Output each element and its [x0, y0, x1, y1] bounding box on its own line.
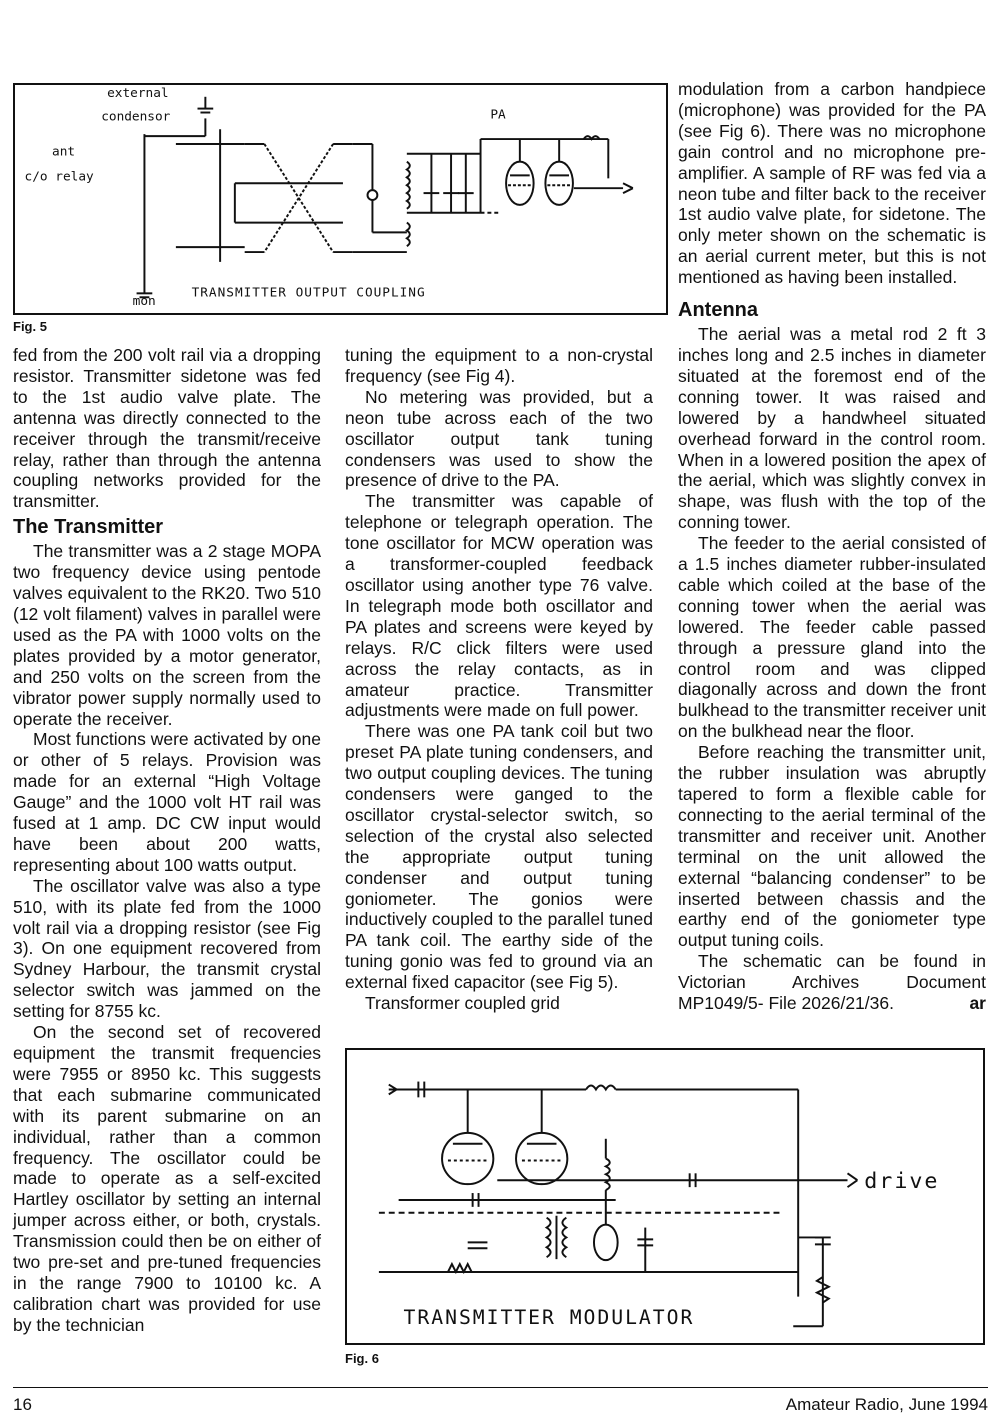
figure-5-schematic [13, 83, 668, 315]
label-ant: ant [52, 144, 76, 160]
figure-5-title: TRANSMITTER OUTPUT COUPLING [191, 285, 426, 301]
label-external: external [107, 85, 169, 101]
figure-6-caption: Fig. 6 [345, 1351, 379, 1366]
middle-paragraph-3: The transmitter was capable of telephone or telegraph operation. The tone oscillator for MCW operation was a transformer-coupled feedback oscillator using another type 76 valve. In telegraph mode both oscillator and PA plates and screens were keyed by relays. R/C click filters were used across the relay contacts, as in amateur practice. Transmitter adjustments were made on full power. [345, 491, 653, 721]
publication-line: Amateur Radio, June 1994 [785, 1395, 988, 1414]
right-paragraph-3: The feeder to the aerial consisted of a 1.5 inches diameter rubber-insulated cable which coiled at the base of the conning tower when the aerial was lowered. The feeder cable passed through a pressure gland into the control room and was clipped diagonally across and down the front bulkhead to the transmitter receiver unit on the bulkhead near the floor. [678, 533, 986, 742]
left-paragraph-3: Most functions were activated by one or other of 5 relays. Provision was made for an external “High Voltage Gauge” and the 1000 volt HT rail was fused at 1 amp. DC CW input would have been about 200 watts, representing about 100 watts output. [13, 729, 321, 875]
right-paragraph-2: The aerial was a metal rod 2 ft 3 inches long and 2.5 inches in diameter situated at the foremost end of the conning tower. It was raised and lowered by a handwheel situated overhead forward in the control room. When in a lowered position the apex of the aerial, which was slightly convex in shape, was flush with the top of the conning tower. [678, 324, 986, 533]
right-paragraph-4: Before reaching the transmitter unit, the rubber insulation was abruptly tapered to form a flexible cable for connecting to the aerial terminal of the transmitter and receiver unit. Another terminal on the unit allowed the external “balancing condenser” to be inserted between chassis and the earthy end of the goniometer type output tuning coils. [678, 742, 986, 951]
label-condensor: condensor [101, 109, 171, 125]
figure-6-title: TRANSMITTER MODULATOR [403, 1306, 695, 1330]
middle-paragraph-4: There was one PA tank coil but two preset PA plate tuning condensers, and two output coupling devices. The tuning condensers were ganged to the oscillator crystal-selector switch, so selection of the crystal also selected the appropriate output tuning condenser and output tuning goniometer. The gonios were inductively coupled to the parallel tuned PA tank coil. The earthy side of the tuning gonio was fed to ground via an external fixed capacitor (see Fig 5). [345, 721, 653, 993]
transmitter-modulator-diagram [347, 1050, 983, 1343]
heading-the-transmitter: The Transmitter [13, 516, 164, 539]
footer-rule [13, 1387, 988, 1388]
left-paragraph-4: The oscillator valve was also a type 510, with its plate fed from the 1000 volt rail via a dropping resistor (see Fig 3). On one equipment recovered from Sydney Harbour, the transmit crystal selector switch was jammed on the setting for 8755 kc. [13, 875, 321, 1022]
middle-paragraph-1: tuning the equipment to a non-crystal frequency (see Fig 4). [345, 345, 653, 386]
middle-column [345, 345, 653, 1014]
left-paragraph-1: fed from the 200 volt rail via a dropping resistor. Transmitter sidetone was fed to the 1st audio valve plate. The antenna was directly connected to the receiver through the transmit/receive relay, rather than through the antenna coupling networks provided for the transmitter. [13, 345, 321, 512]
heading-antenna: Antenna [678, 299, 758, 322]
figure-6-schematic [345, 1048, 985, 1345]
signoff-ar: ar [969, 993, 986, 1014]
figure-5-caption: Fig. 5 [13, 319, 47, 334]
page-number: 16 [13, 1395, 32, 1414]
right-paragraph-1: modulation from a carbon handpiece (microphone) was provided for the PA (see Fig 6). There was no microphone gain control and no microphone pre-amplifier. A sample of RF was fed via a neon tube and filter back to the receiver 1st audio valve plate, for sidetone. The only meter shown on the schematic is an aerial current meter, but this is not mentioned as having been installed. [678, 79, 986, 288]
label-co-relay: c/o relay [24, 169, 94, 185]
label-mon: mon [132, 294, 156, 310]
right-paragraph-5 [678, 951, 986, 1014]
label-pa: PA [490, 107, 506, 123]
middle-paragraph-5: Transformer coupled grid [365, 993, 560, 1014]
transmitter-output-coupling-diagram [15, 85, 666, 313]
middle-paragraph-2: No metering was provided, but a neon tube across each of the two oscillator output tank tuning condensers was used to show the presence of drive to the PA. [345, 386, 653, 491]
right-paragraph-5-text: The schematic can be found in Victorian Archives Document MP1049/5- File 2026/21/36. [678, 951, 986, 1014]
left-paragraph-2: The transmitter was a 2 stage MOPA two frequency device using pentode valves equivalent to the RK20. Two 510 (12 volt filament) valves in parallel were used as the PA with 1000 volts on the plates provided by a motor generator, and 250 volts on the screen from the vibrator power supply normally used to operate the receiver. [13, 541, 321, 729]
left-column [13, 345, 321, 1336]
right-column [678, 79, 986, 1014]
left-paragraph-5: On the second set of recovered equipment the transmit frequencies were 7955 or 8950 kc. This suggests that each submarine communicated with its parent submarine on an individual, rather than a common frequency. The oscillator could be made to operate as a self-excited Hartley oscillator by setting an internal jumper across either, or both, crystals. Transmission could then be on either of two pre-set and pre-tuned frequencies in the range 7900 to 10100 kc. A calibration chart was provided for use by the technician [13, 1022, 321, 1335]
label-drive: drive [864, 1169, 940, 1195]
